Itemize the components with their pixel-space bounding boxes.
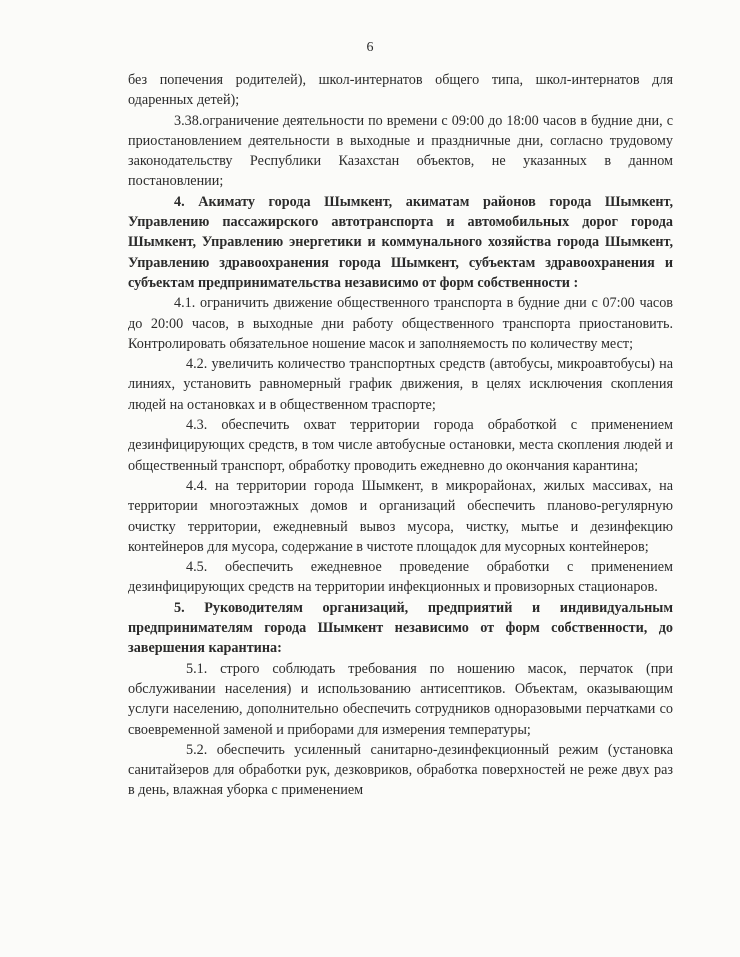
paragraph: 3.38.ограничение деятельности по времени с 09:00 до 18:00 часов в будние дни, с приостановлением деятельности в выходные и праздничные дни, согласно трудовому законодательству Республики Казахстан объектов, не указанных в данном постановлении; <box>128 112 673 190</box>
paragraph: 5.1. строго соблюдать требования по ношению масок, перчаток (при обслуживании населения) и использованию антисептиков. Объектам, оказывающим услуги населению, дополнительно обеспечить сотрудников одноразовыми перчатками со своевременной заменой и приборами для измерения температуры; <box>128 660 673 738</box>
page-number: 6 <box>366 40 374 55</box>
section-heading: 5. Руководителям организаций, предприятий и индивидуальным предпринимателям города Шымкент независимо от форм собственности, до завершения карантина: <box>128 599 673 657</box>
paragraph: 5.2. обеспечить усиленный санитарно-дезинфекционный режим (установка санитайзеров для обработки рук, дезковриков, обработка поверхностей не реже двух раз в день, влажная уборка с применением <box>128 741 673 799</box>
paragraph: 4.4. на территории города Шымкент, в микрорайонах, жилых массивах, на территории многоэтажных домов и организаций обеспечить планово-регулярную очистку территории, ежедневный вывоз мусора, чистку, мытье и дезинфекцию контейнеров для мусора, содержание в чистоте площадок для мусорных контейнеров; <box>128 477 673 555</box>
document-body <box>128 70 673 801</box>
paragraph: 4.5. обеспечить ежедневное проведение обработки с применением дезинфицирующих средств на территории инфекционных и провизорных стационаров. <box>128 559 673 596</box>
section-heading: 4. Акимату города Шымкент, акиматам районов города Шымкент, Управлению пассажирского автотранспорта и автомобильных дорог города Шымкент, Управлению энергетики и коммунального хозяйства города Шымкент, Управлению здравоохранения города Шымкент, субъектам здравоохранения и субъектам предпринимательства независимо от форм собственности : <box>128 193 673 291</box>
paragraph: 4.1. ограничить движение общественного транспорта в будние дни с 07:00 часов до 20:00 часов, в выходные дни работу общественного транспорта приостановить. Контролировать обязательное ношение масок и заполняемость по количеству мест; <box>128 295 673 352</box>
paragraph: 4.2. увеличить количество транспортных средств (автобусы, микроавтобусы) на линиях, установить равномерный график движения, в целях исключения скопления людей на остановках и в общественном траспорте; <box>128 356 673 413</box>
paragraph: без попечения родителей), школ-интернатов общего типа, школ-интернатов для одаренных детей); <box>128 72 673 109</box>
paragraph: 4.3. обеспечить охват территории города обработкой с применением дезинфицирующих средств, в том числе автобусные остановки, места скопления людей и общественный транспорт, обработку проводить ежедневно до окончания карантина; <box>128 417 673 474</box>
